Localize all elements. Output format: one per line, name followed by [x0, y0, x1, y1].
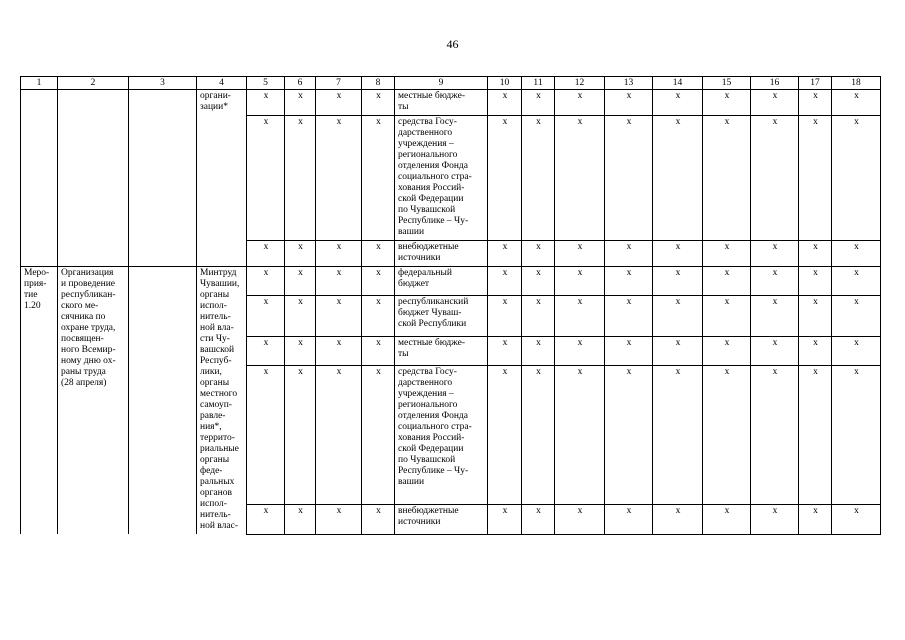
- x-mark-cell: х: [703, 366, 751, 505]
- column-header-15: 15: [703, 77, 751, 90]
- x-mark-cell: х: [285, 505, 316, 534]
- x-mark-cell: х: [653, 337, 703, 366]
- x-mark-cell: х: [605, 116, 653, 241]
- x-mark-cell: х: [703, 337, 751, 366]
- column-header-11: 11: [522, 77, 555, 90]
- period-cell: [129, 267, 197, 535]
- x-mark-cell: х: [555, 295, 605, 336]
- x-mark-cell: х: [522, 116, 555, 241]
- x-mark-cell: х: [362, 337, 395, 366]
- x-mark-cell: х: [751, 267, 799, 296]
- x-mark-cell: х: [285, 295, 316, 336]
- x-mark-cell: х: [316, 90, 362, 116]
- x-mark-cell: х: [555, 366, 605, 505]
- funding-source-cell: внебюджетные источники: [395, 241, 488, 267]
- x-mark-cell: х: [362, 90, 395, 116]
- x-mark-cell: х: [751, 295, 799, 336]
- funding-source-cell: федеральный бюджет: [395, 267, 488, 296]
- x-mark-cell: х: [362, 295, 395, 336]
- x-mark-cell: х: [703, 90, 751, 116]
- x-mark-cell: х: [605, 241, 653, 267]
- x-mark-cell: х: [653, 505, 703, 534]
- executor-cell: Минтруд Чувашии, органы испол- нитель- ной вла- сти Чу- вашской Респуб- лики, органы местного самоуп- равле- ния*, террито- риальные органы феде- ральных органов испол- нитель- ной влас-: [197, 267, 247, 535]
- x-mark-cell: х: [653, 241, 703, 267]
- funding-source-cell: средства Госу- дарственного учреждения – регионального отделения Фонда социального стра- хования Россий- ской Федерации по Чувашской Республике – Чу- вашии: [395, 116, 488, 241]
- x-mark-cell: х: [703, 267, 751, 296]
- funding-source-cell: средства Госу- дарственного учреждения – регионального отделения Фонда социального стра- хования Россий- ской Федерации по Чувашской Республике – Чу- вашии: [395, 366, 488, 505]
- column-header-18: 18: [832, 77, 881, 90]
- x-mark-cell: х: [653, 116, 703, 241]
- column-header-6: 6: [285, 77, 316, 90]
- x-mark-cell: х: [316, 116, 362, 241]
- x-mark-cell: х: [247, 267, 285, 296]
- activity-number-cell: Меро- прия- тие 1.20: [21, 267, 58, 535]
- x-mark-cell: х: [522, 295, 555, 336]
- x-mark-cell: х: [605, 90, 653, 116]
- x-mark-cell: х: [799, 90, 832, 116]
- x-mark-cell: х: [522, 267, 555, 296]
- x-mark-cell: х: [522, 90, 555, 116]
- x-mark-cell: х: [316, 295, 362, 336]
- x-mark-cell: х: [488, 90, 522, 116]
- x-mark-cell: х: [799, 337, 832, 366]
- x-mark-cell: х: [653, 366, 703, 505]
- x-mark-cell: х: [832, 241, 881, 267]
- x-mark-cell: х: [703, 116, 751, 241]
- column-header-16: 16: [751, 77, 799, 90]
- x-mark-cell: х: [832, 505, 881, 534]
- x-mark-cell: х: [488, 366, 522, 505]
- x-mark-cell: х: [522, 241, 555, 267]
- x-mark-cell: х: [832, 90, 881, 116]
- budget-table: [20, 76, 881, 535]
- x-mark-cell: х: [362, 366, 395, 505]
- x-mark-cell: х: [605, 267, 653, 296]
- x-mark-cell: х: [488, 116, 522, 241]
- x-mark-cell: х: [285, 116, 316, 241]
- x-mark-cell: х: [555, 505, 605, 534]
- x-mark-cell: х: [653, 267, 703, 296]
- x-mark-cell: х: [316, 267, 362, 296]
- x-mark-cell: х: [832, 366, 881, 505]
- x-mark-cell: х: [316, 241, 362, 267]
- x-mark-cell: х: [247, 241, 285, 267]
- column-header-17: 17: [799, 77, 832, 90]
- x-mark-cell: х: [751, 337, 799, 366]
- funding-source-cell: внебюджетные источники: [395, 505, 488, 534]
- x-mark-cell: х: [316, 505, 362, 534]
- x-mark-cell: х: [488, 295, 522, 336]
- table-row: [21, 267, 881, 296]
- x-mark-cell: х: [522, 337, 555, 366]
- column-header-7: 7: [316, 77, 362, 90]
- funding-source-cell: республиканский бюджет Чуваш- ской Республики: [395, 295, 488, 336]
- column-header-4: 4: [197, 77, 247, 90]
- column-header-12: 12: [555, 77, 605, 90]
- table-row: [21, 90, 881, 116]
- x-mark-cell: х: [247, 90, 285, 116]
- column-header-10: 10: [488, 77, 522, 90]
- column-header-14: 14: [653, 77, 703, 90]
- column-header-2: 2: [58, 77, 129, 90]
- x-mark-cell: х: [522, 505, 555, 534]
- column-header-3: 3: [129, 77, 197, 90]
- x-mark-cell: х: [799, 366, 832, 505]
- x-mark-cell: х: [653, 295, 703, 336]
- x-mark-cell: х: [703, 295, 751, 336]
- x-mark-cell: х: [832, 295, 881, 336]
- x-mark-cell: х: [285, 267, 316, 296]
- x-mark-cell: х: [832, 267, 881, 296]
- x-mark-cell: х: [751, 505, 799, 534]
- x-mark-cell: х: [555, 241, 605, 267]
- column-header-5: 5: [247, 77, 285, 90]
- x-mark-cell: х: [285, 366, 316, 505]
- x-mark-cell: х: [488, 505, 522, 534]
- x-mark-cell: х: [522, 366, 555, 505]
- x-mark-cell: х: [751, 116, 799, 241]
- x-mark-cell: х: [247, 505, 285, 534]
- column-header-8: 8: [362, 77, 395, 90]
- x-mark-cell: х: [316, 366, 362, 505]
- x-mark-cell: х: [605, 505, 653, 534]
- funding-source-cell: местные бюдже- ты: [395, 337, 488, 366]
- x-mark-cell: х: [316, 337, 362, 366]
- x-mark-cell: х: [285, 90, 316, 116]
- column-header-1: 1: [21, 77, 58, 90]
- x-mark-cell: х: [751, 241, 799, 267]
- x-mark-cell: х: [799, 505, 832, 534]
- period-cell: [129, 90, 197, 267]
- x-mark-cell: х: [605, 295, 653, 336]
- header-row: [21, 77, 881, 90]
- executor-cell: органи- зации*: [197, 90, 247, 267]
- x-mark-cell: х: [247, 116, 285, 241]
- x-mark-cell: х: [653, 90, 703, 116]
- x-mark-cell: х: [488, 241, 522, 267]
- x-mark-cell: х: [605, 337, 653, 366]
- x-mark-cell: х: [555, 267, 605, 296]
- activity-number-cell: [21, 90, 58, 267]
- x-mark-cell: х: [605, 366, 653, 505]
- x-mark-cell: х: [799, 295, 832, 336]
- x-mark-cell: х: [285, 337, 316, 366]
- x-mark-cell: х: [488, 267, 522, 296]
- x-mark-cell: х: [751, 366, 799, 505]
- x-mark-cell: х: [488, 337, 522, 366]
- funding-source-cell: местные бюдже- ты: [395, 90, 488, 116]
- x-mark-cell: х: [362, 267, 395, 296]
- x-mark-cell: х: [799, 116, 832, 241]
- x-mark-cell: х: [362, 505, 395, 534]
- x-mark-cell: х: [247, 295, 285, 336]
- activity-name-cell: Организация и проведение республикан- ского ме- сячника по охране труда, посвящен- ного Всемир- ному дню ох- раны труда (28 апреля): [58, 267, 129, 535]
- x-mark-cell: х: [247, 337, 285, 366]
- column-header-9: 9: [395, 77, 488, 90]
- x-mark-cell: х: [555, 337, 605, 366]
- x-mark-cell: х: [362, 241, 395, 267]
- x-mark-cell: х: [832, 116, 881, 241]
- x-mark-cell: х: [832, 337, 881, 366]
- column-header-13: 13: [605, 77, 653, 90]
- x-mark-cell: х: [362, 116, 395, 241]
- activity-name-cell: [58, 90, 129, 267]
- x-mark-cell: х: [799, 241, 832, 267]
- page-number: 46: [446, 37, 459, 51]
- x-mark-cell: х: [247, 366, 285, 505]
- x-mark-cell: х: [555, 116, 605, 241]
- x-mark-cell: х: [799, 267, 832, 296]
- x-mark-cell: х: [703, 505, 751, 534]
- x-mark-cell: х: [751, 90, 799, 116]
- x-mark-cell: х: [285, 241, 316, 267]
- x-mark-cell: х: [703, 241, 751, 267]
- x-mark-cell: х: [555, 90, 605, 116]
